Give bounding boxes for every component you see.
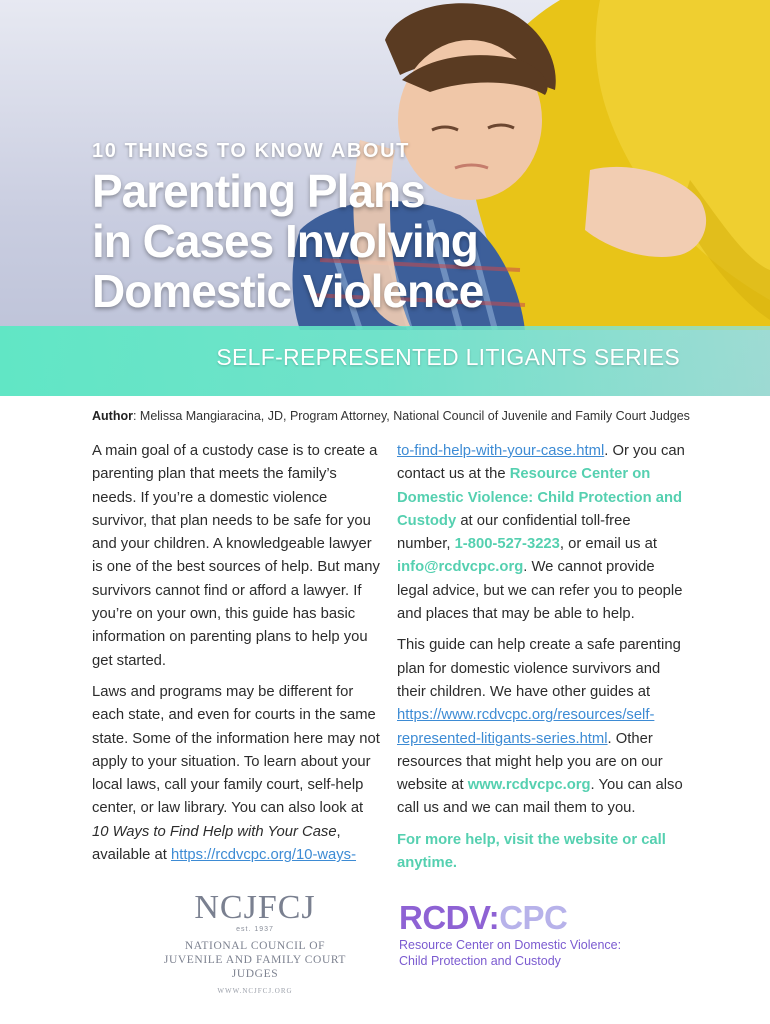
kicker-text: 10 THINGS TO KNOW ABOUT [92,140,410,162]
ncjfcj-name-line-1: NATIONAL COUNCIL OF [184,940,326,952]
ncjfcj-name-line-2: JUVENILE AND FAMILY COURT JUDGES [163,954,347,980]
left-column [92,440,382,875]
guide-text-a: This guide can help create a safe parenting plan for domestic violence survivors and their children. We have other guides at [397,637,681,700]
ncjfcj-est: est. 1937 [236,926,274,933]
author-line [92,409,712,423]
hero-banner [0,0,770,396]
title-line-1: Parenting Plans [92,165,425,217]
series-label: SELF-REPRESENTED LITIGANTS SERIES [216,344,680,370]
laws-text-a: Laws and programs may be different for each state, and even for courts in the same state. Some of the information here may not apply to your situation. To learn about your local laws, call your family court, self-help center, or law library. You can also look at [92,683,380,817]
contact-text-b: at our confidential toll-free number, [397,512,631,553]
phone-number[interactable]: 1-800-527-3223 [454,536,560,553]
page-title [92,166,483,316]
cpc-part: CPC [499,899,568,936]
rcdvcpc-wordmark [399,900,659,936]
contact-text-d: . We cannot provide legal advice, but we can refer you to people and places that may be able to help. [397,559,683,623]
title-line-2: in Cases Involving [92,215,478,267]
guide-title: 10 Ways to Find Help with Your Case [92,823,337,840]
intro-paragraph: A main goal of a custody case is to create a parenting plan that meets the family’s needs. If you’re a domestic violence survivor, that plan needs to be safe for you and your children. A knowledgeable lawyer is one of the best sources of help. But many survivors cannot find or afford a lawyer. If you’re on your own, this guide has basic information on parenting plans to help you get started. [92,443,380,669]
ncjfcj-url: WWW.NCJFCJ.ORG [217,987,293,995]
rcdv-part: RCDV: [399,899,500,936]
website-link[interactable]: www.rcdvcpc.org [467,777,591,794]
contact-text-c: , or email us at [559,536,657,553]
ten-ways-link[interactable]: https://rcdvcpc.org/10-ways- [170,847,357,864]
author-label: Author [92,409,133,423]
guide-text-b: . Other resources that might help you are on our website at [397,730,663,794]
laws-paragraph [92,681,382,867]
contact-text-a: . Or you can contact us at the [397,443,685,483]
guide-paragraph [397,634,687,820]
ten-ways-link-cont[interactable]: to-find-help-with-your-case.html [397,443,605,459]
rcdvcpc-logo [399,900,659,969]
closing-callout: For more help, visit the website or call anytime. [397,831,666,872]
ncjfcj-name [150,939,360,981]
laws-text-b: , available at [92,823,341,864]
resource-center-name: Resource Center on Domestic Violence: Child Protection and Custody [397,466,683,529]
contact-paragraph [397,440,687,626]
guide-text-c: . You can also call us and we can mail them to you. [397,777,683,817]
rcdvcpc-subtitle-1: Resource Center on Domestic Violence: [399,938,622,952]
title-line-3: Domestic Violence [92,265,484,317]
author-text: : Melissa Mangiaracina, JD, Program Attorney, National Council of Juvenile and Family Court Judges [132,409,690,423]
rcdvcpc-subtitle [399,938,659,969]
ncjfcj-logo [150,888,360,995]
series-link[interactable]: https://www.rcdvcpc.org/resources/self-represented-litigants-series.html [397,707,655,747]
rcdvcpc-subtitle-2: Child Protection and Custody [399,953,561,968]
email-link[interactable]: info@rcdvcpc.org [397,559,524,576]
ncjfcj-mark: NCJFCJ [194,889,316,926]
right-column [397,440,687,883]
